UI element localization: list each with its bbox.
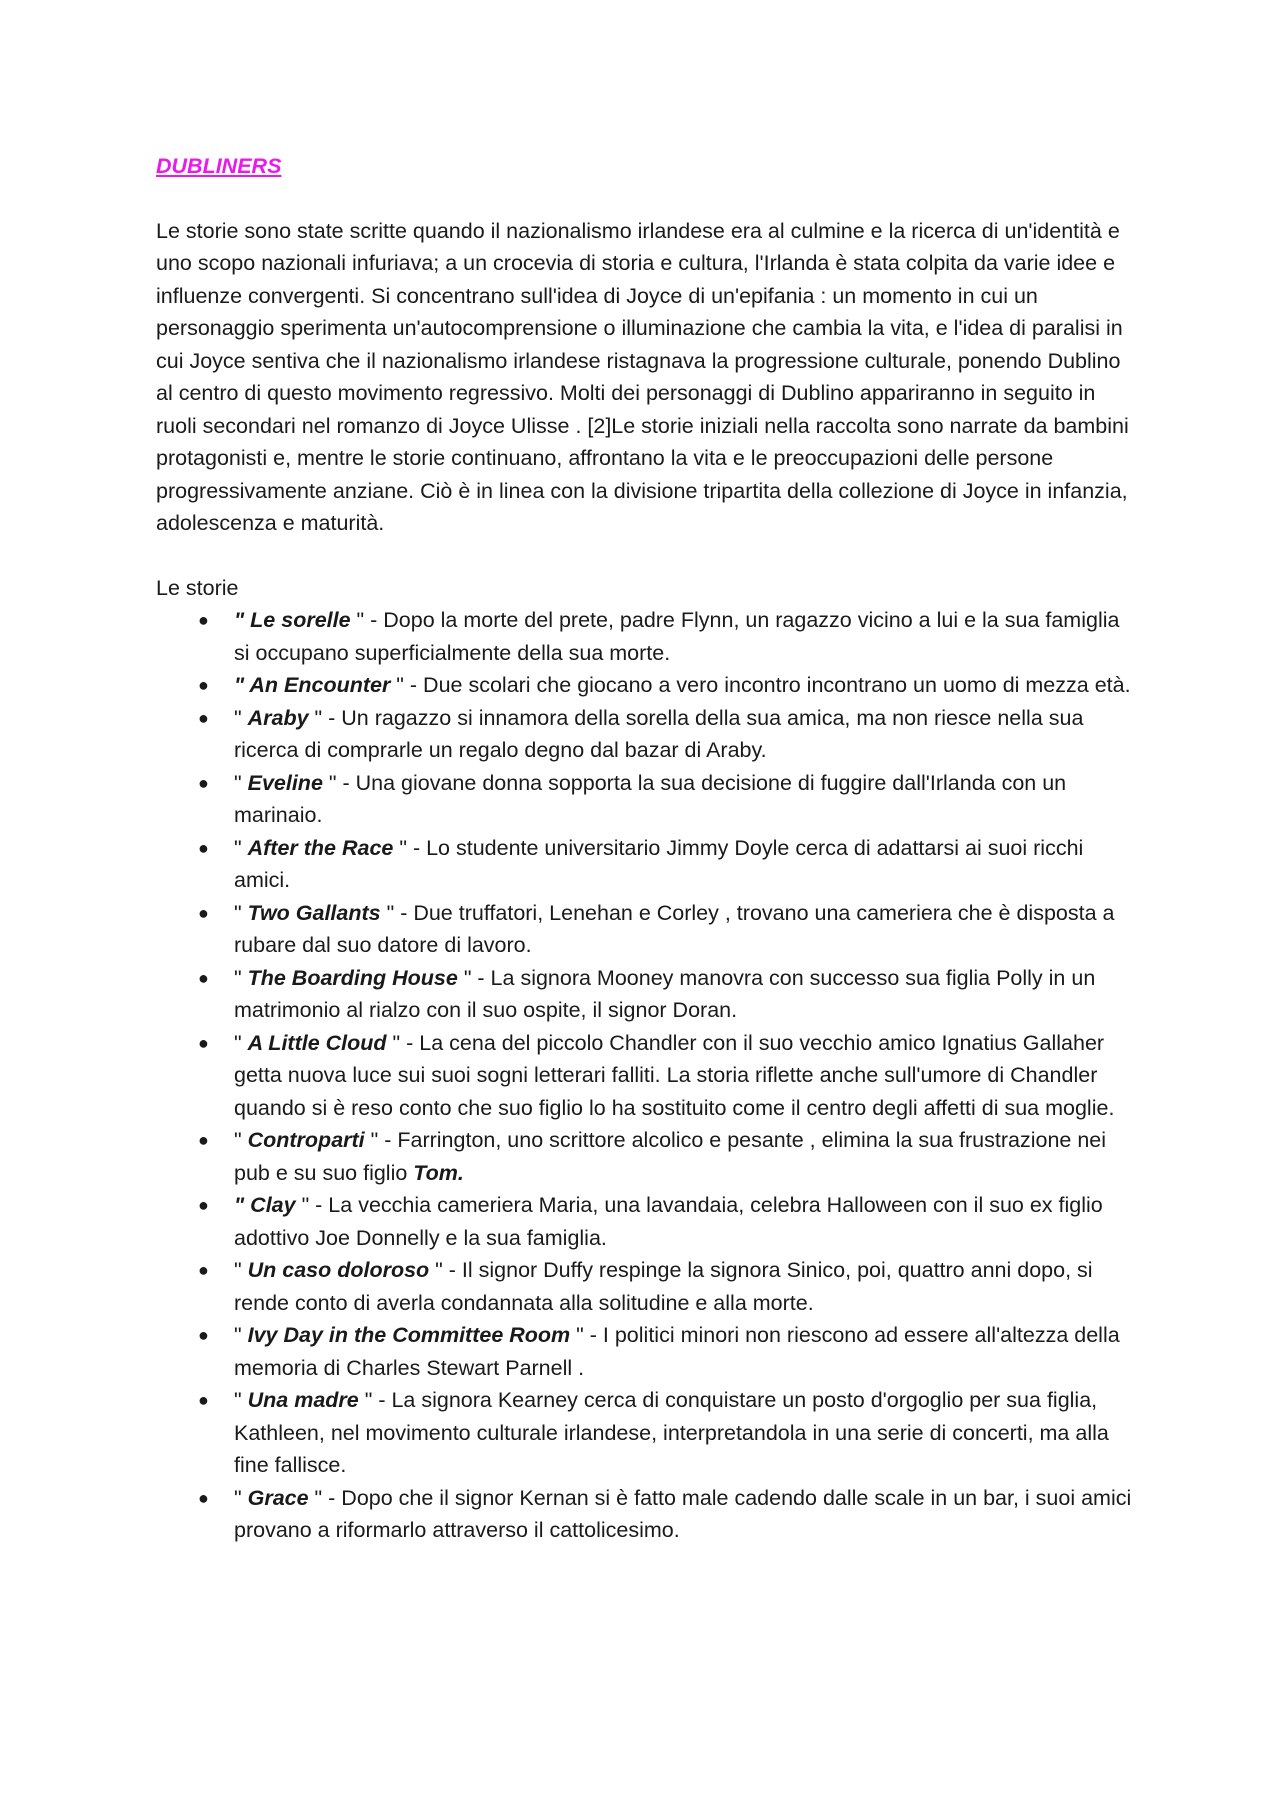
story-open-quote: " xyxy=(234,1323,248,1347)
story-description: - Il signor Duffy respinge la signora Sinico, poi, quattro anni dopo, si rende conto di averla condannata alla solitudine e alla morte. xyxy=(234,1258,1093,1315)
document-title: DUBLINERS xyxy=(156,154,282,178)
story-close-quote: " xyxy=(386,1030,401,1055)
bullet-icon: ● xyxy=(198,772,209,793)
story-close-quote: " xyxy=(308,705,323,730)
story-title: Eveline xyxy=(247,770,323,795)
stories-list xyxy=(156,604,1136,1547)
bullet-icon: ● xyxy=(198,1260,209,1280)
list-item xyxy=(156,702,1136,767)
story-open-quote: " xyxy=(234,1128,248,1152)
story-description: - Due scolari che giocano a vero incontro incontrano un uomo di mezza età. xyxy=(403,673,1131,697)
story-description: - I politici minori non riescono ad essere all'altezza della memoria di Charles Stewart Parnell . xyxy=(234,1323,1120,1380)
list-item xyxy=(156,1124,1136,1189)
story-close-quote: " xyxy=(393,835,407,860)
story-close-quote: " xyxy=(457,965,472,990)
bullet-icon: ● xyxy=(198,707,209,728)
story-description: - Una giovane donna sopporta la sua decisione di fuggire dall'Irlanda con un marinaio. xyxy=(234,770,1067,827)
bullet-icon: ● xyxy=(198,610,209,630)
story-description: - Farrington, uno scrittore alcolico e pesante , elimina la sua frustrazione nei pub e su suo figlio xyxy=(234,1128,1107,1185)
story-emphasis: Tom. xyxy=(413,1160,464,1185)
story-open-quote: " xyxy=(234,1485,248,1510)
story-open-quote: " xyxy=(234,1193,251,1217)
list-item xyxy=(156,1189,1136,1254)
bullet-icon: ● xyxy=(198,1390,209,1410)
story-title: Grace xyxy=(247,1485,309,1510)
story-close-quote: " xyxy=(364,1128,379,1152)
bullet-icon: ● xyxy=(198,967,209,988)
story-open-quote: " xyxy=(234,1030,248,1055)
story-open-quote: " xyxy=(234,900,248,925)
bullet-icon: ● xyxy=(198,1487,209,1508)
story-title: The Boarding House xyxy=(247,965,458,990)
story-open-quote: " xyxy=(234,673,250,697)
bullet-icon: ● xyxy=(198,902,209,923)
list-item xyxy=(156,897,1136,962)
story-title: After the Race xyxy=(247,835,394,860)
list-item xyxy=(156,669,1136,702)
story-title: Un caso doloroso xyxy=(247,1258,430,1282)
story-close-quote: " xyxy=(429,1258,443,1282)
intro-paragraph: Le storie sono state scritte quando il nazionalismo irlandese era al culmine e la ricerca di un'identità e uno scopo nazionali infuriava; a un crocevia di storia e cultura, l'Irlanda è stata colpita da varie idee e influenze convergenti. Si concentrano sull'idea di Joyce di un'epifania : un momento in cui un personaggio sperimenta un'autocomprensione o illuminazione che cambia la vita, e l'idea di paralisi in cui Joyce sentiva che il nazionalismo irlandese ristagnava la progressione culturale, ponendo Dublino al centro di questo movimento regressivo. Molti dei personaggi di Dublino appariranno in seguito in ruoli secondari nel romanzo di Joyce Ulisse . [2]Le storie iniziali nella raccolta sono narrate da bambini protagonisti e, mentre le storie continuano, affrontano la vita e le preoccupazioni delle persone progressivamente anziane. Ciò è in linea con la divisione tripartita della collezione di Joyce in infanzia, adolescenza e maturità. xyxy=(156,218,1129,535)
story-open-quote: " xyxy=(234,1388,248,1412)
story-close-quote: " xyxy=(358,1388,373,1412)
story-title: Clay xyxy=(250,1193,296,1217)
list-item xyxy=(156,1254,1136,1319)
story-title: Una madre xyxy=(247,1388,359,1412)
story-close-quote: " xyxy=(390,673,404,697)
story-open-quote: " xyxy=(234,608,251,632)
story-close-quote: " xyxy=(322,770,337,795)
list-item xyxy=(156,1482,1136,1547)
story-title: Ivy Day in the Committee Room xyxy=(247,1323,571,1347)
story-description: - Un ragazzo si innamora della sorella della sua amica, ma non riesce nella sua ricerca di comprarle un regalo degno dal bazar di Araby. xyxy=(234,705,1084,762)
story-description: - Dopo che il signor Kernan si è fatto male cadendo dalle scale in un bar, i suoi amici provano a riformarlo attraverso il cattolicesimo. xyxy=(234,1485,1132,1542)
story-description: - La vecchia cameriera Maria, una lavandaia, celebra Halloween con il suo ex figlio adottivo Joe Donnelly e la sua famiglia. xyxy=(234,1193,1103,1250)
bullet-icon: ● xyxy=(198,675,209,695)
list-item xyxy=(156,1319,1136,1384)
story-description: - La cena del piccolo Chandler con il suo vecchio amico Ignatius Gallaher getta nuova luce sui suoi sogni letterari falliti. La storia riflette anche sull'umore di Chandler quando si è reso conto che suo figlio lo ha sostituito come il centro degli affetti di sua moglie. xyxy=(234,1030,1115,1120)
list-item xyxy=(156,767,1136,832)
document-page xyxy=(156,150,1136,1547)
bullet-icon: ● xyxy=(198,837,209,858)
bullet-icon: ● xyxy=(198,1195,209,1215)
story-close-quote: " xyxy=(350,608,365,632)
story-open-quote: " xyxy=(234,705,248,730)
list-item xyxy=(156,1384,1136,1482)
story-open-quote: " xyxy=(234,965,248,990)
list-item xyxy=(156,604,1136,669)
story-close-quote: " xyxy=(570,1323,584,1347)
story-description: - Dopo la morte del prete, padre Flynn, un ragazzo vicino a lui e la sua famiglia si occupano superficialmente della sua morte. xyxy=(234,608,1120,665)
story-title: An Encounter xyxy=(249,673,391,697)
story-description: - Lo studente universitario Jimmy Doyle cerca di adattarsi ai suoi ricchi amici. xyxy=(234,835,1084,892)
story-close-quote: " xyxy=(308,1485,323,1510)
story-title: Two Gallants xyxy=(247,900,381,925)
story-title: Araby xyxy=(247,705,309,730)
story-title: Controparti xyxy=(247,1128,365,1152)
story-description: - La signora Mooney manovra con successo sua figlia Polly in un matrimonio al rialzo con il suo ospite, il signor Doran. xyxy=(234,965,1096,1022)
story-open-quote: " xyxy=(234,770,248,795)
bullet-icon: ● xyxy=(198,1032,209,1053)
list-item xyxy=(156,962,1136,1027)
list-item xyxy=(156,832,1136,897)
story-description: - La signora Kearney cerca di conquistare un posto d'orgoglio per sua figlia, Kathleen, nel movimento culturale irlandese, interpretandola in una serie di concerti, ma alla fine fallisce. xyxy=(234,1388,1109,1477)
story-close-quote: " xyxy=(295,1193,310,1217)
story-open-quote: " xyxy=(234,835,248,860)
bullet-icon: ● xyxy=(198,1130,209,1150)
bullet-icon: ● xyxy=(198,1325,209,1345)
section-label: Le storie xyxy=(156,575,239,600)
list-item xyxy=(156,1027,1136,1125)
story-title: A Little Cloud xyxy=(247,1030,387,1055)
story-open-quote: " xyxy=(234,1258,248,1282)
story-description: - Due truffatori, Lenehan e Corley , trovano una cameriera che è disposta a rubare dal suo datore di lavoro. xyxy=(234,900,1115,957)
story-title: Le sorelle xyxy=(250,608,351,632)
story-close-quote: " xyxy=(380,900,395,925)
